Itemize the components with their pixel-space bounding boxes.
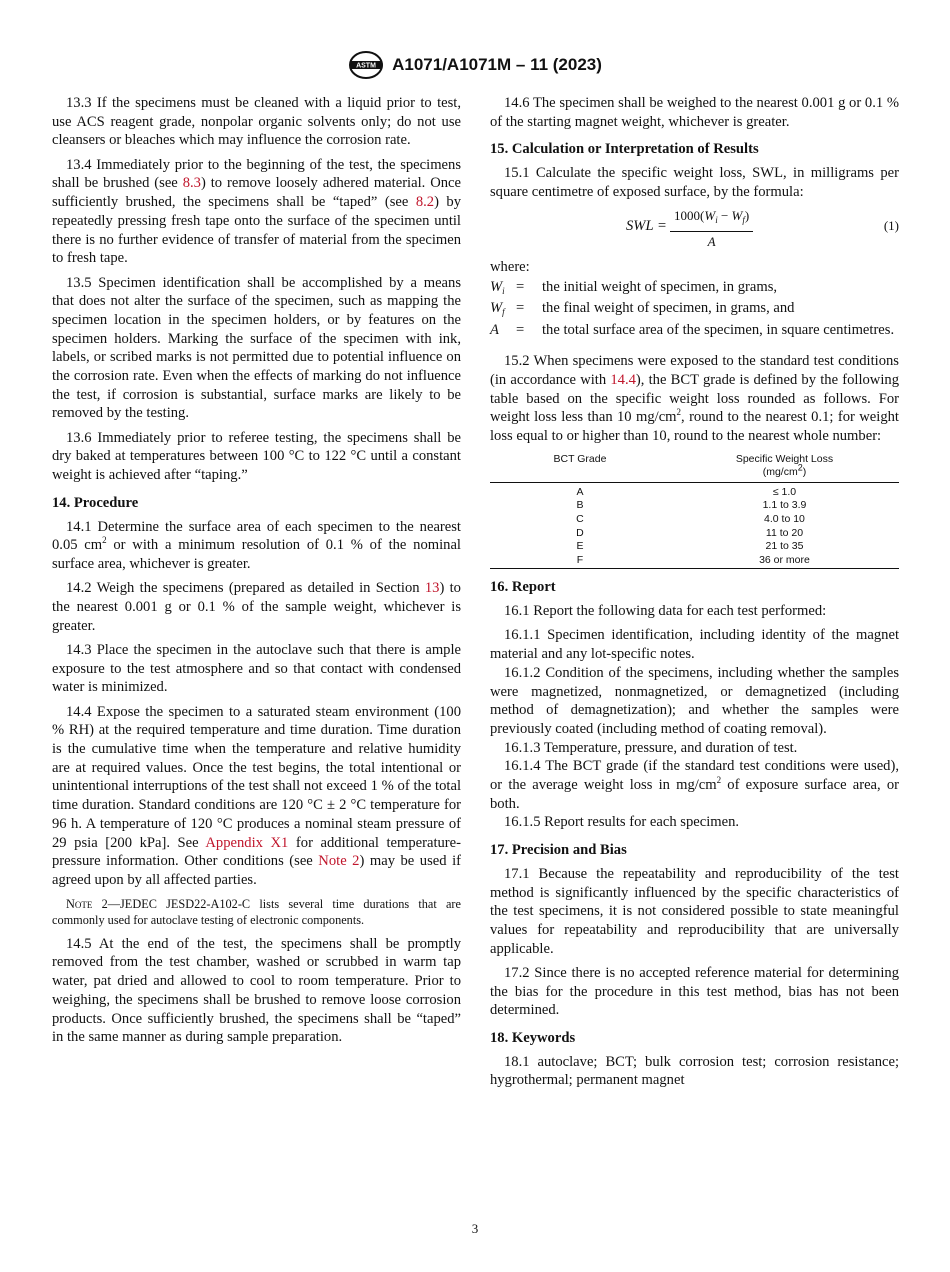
definition-row: A = the total surface area of the specimen, in square centimetres.	[490, 321, 895, 338]
para-16-1-2: 16.1.2 Condition of the specimens, including whether the samples were magnetized, nonmagnetized, or demagnetized (including method of demagnetization); and whether the samples were previously coated (including method of coating removal).	[490, 664, 899, 737]
para-13-3: 13.3 If the specimens must be cleaned with a liquid prior to test, use ACS reagent grade, nonpolar organic solvents only; do not use cleansers or bleaches which may influence the corrosion rate.	[52, 95, 461, 149]
para-13-6: 13.6 Immediately prior to referee testing, the specimens shall be dry baked at temperatures between 100 °C to 122 °C until a constant weight is achieved after “taping.”	[52, 429, 461, 484]
para-14-1: 14.1 Determine the surface area of each specimen to the nearest 0.05 $cm^2$ or with a minimum resolution of 0.1 % of the nominal surface area, whichever is greater.	[52, 518, 461, 572]
para-16-1: 16.1 Report the following data for each test performed:	[504, 603, 827, 620]
formula-lhs: SWL =	[626, 218, 667, 235]
page-header	[0, 50, 950, 85]
formula-numerator: $1000(W_i - W_f)$	[670, 207, 753, 232]
table-row: E 21 to 35	[576, 540, 804, 553]
para-14-4: 14.4 Expose the specimen to a saturated steam environment (100 % RH) at the required temperature and time duration. Time duration is the cumulative time when the temperature and relative humidity are at required values. Once the test begins, the total intentional or unintentional interruptions of the test shall not exceed 1 % of the total time duration. Standard conditions are 120 °C ± 2 °C temperature for 96 h. A temperature of 120 °C produces a nominal steam pressure of 29 psia [200 kPa]. See Appendix X1 for additional temperature-pressure information. Other conditions (see Note 2) may be used if agreed upon by all affected parties.	[52, 703, 461, 888]
para-14-5: 14.5 At the end of the test, the specimens shall be promptly removed from the test chamber, washed or scrubbed in warm tap water, pat dried and allowed to cool to room temperature. Prior to weighing, the specimens shall be brushed to remove loose corrosion products. Once sufficiently brushed, the specimens shall be “taped” in the same manner as during sample preparation.	[52, 935, 461, 1046]
formula-fraction	[670, 207, 753, 251]
ref-note-2-link[interactable]: Note 2	[318, 853, 360, 870]
table-row: C 4.0 to 10	[576, 513, 805, 526]
section-17-heading: 17. Precision and Bias	[490, 842, 627, 859]
ref-8-3-link[interactable]: 8.3	[182, 175, 201, 192]
equation-number: (1)	[883, 218, 899, 234]
formula-denominator: A	[707, 233, 716, 249]
para-14-2: 14.2 Weigh the specimens (prepared as detailed in Section 13) to the nearest 0.001 g or 0.1 % of the sample weight, whichever is greater.	[52, 580, 461, 634]
section-16-heading: 16. Report	[490, 579, 556, 596]
weight-loss-header: Specific Weight Loss $(mg/cm^2)$	[670, 453, 899, 483]
para-15-1: 15.1 Calculate the specific weight loss, SWL, in milligrams per square centimetre of exposed surface, by the formula:	[490, 165, 899, 200]
svg-text:ASTM: ASTM	[356, 62, 377, 70]
section-18-heading: 18. Keywords	[490, 1030, 576, 1047]
para-16-1-3: 16.1.3 Temperature, pressure, and duration of test.	[504, 739, 798, 756]
section-14-heading: 14. Procedure	[52, 494, 139, 511]
ref-8-2-link[interactable]: 8.2	[415, 194, 435, 211]
astm-logo-icon	[348, 50, 384, 80]
section-15-heading: 15. Calculation or Interpretation of Results	[490, 141, 759, 158]
table-row: A ≤ 1.0	[576, 485, 797, 498]
note-2: Note 2—JEDEC JESD22-A102-C lists several time durations that are commonly used for autoclave testing of electronic components.	[52, 896, 461, 927]
where-label: where:	[490, 259, 530, 276]
ref-14-4-link[interactable]: 14.4	[610, 372, 636, 389]
para-13-4: 13.4 Immediately prior to the beginning of the test, the specimens shall be brushed (see 8.3) to remove loosely adhered material. Once sufficiently brushed, the specimens shall be “taped” (see 8.2) by repeatedly pressing fresh tape onto the surface of the specimen until there is no further evidence of transfer of material from the specimen to fresh tape.	[52, 156, 462, 267]
para-17-2: 17.2 Since there is no accepted reference material for determining the bias for the procedure in this test method, bias has not been determined.	[490, 964, 899, 1019]
definition-row: $W_f$ = the final weight of specimen, in grams, and	[490, 300, 795, 318]
para-16-1-4: 16.1.4 The BCT grade (if the standard test conditions were used), or the average weight loss in $mg/cm^2$ of exposure surface area, or both.	[490, 758, 899, 812]
right-column	[490, 94, 899, 1096]
para-18-1: 18.1 autoclave; BCT; bulk corrosion test; corrosion resistance; hygrothermal; permanent magnet	[490, 1053, 899, 1089]
variable-definitions	[490, 279, 899, 344]
table-header-row	[490, 453, 899, 483]
bct-grade-table	[490, 453, 899, 570]
para-13-5: 13.5 Specimen identification shall be accomplished by a means that does not alter the surface of the specimen, such as mapping the specimen location in the specimen holders, or by features on the specimen holders. Marking the surface of the specimen with ink, labels, or scribed marks is not permitted due to potential influence on the corrosion rate. Even when the effects of marking do not influence the test, if corrosion is substantial, surface marks are likely to be removed by the testing.	[52, 274, 461, 422]
ref-section-13-link[interactable]: 13	[424, 580, 440, 597]
para-14-3: 14.3 Place the specimen in the autoclave such that there is ample exposure to the test atmosphere and so that contact with condensed water is minimized.	[52, 641, 461, 696]
page-number: 3	[471, 1221, 479, 1236]
table-row: F 36 or more	[490, 554, 899, 569]
para-14-6: 14.6 The specimen shall be weighed to the nearest 0.001 g or 0.1 % of the starting magnet weight, whichever is greater.	[490, 95, 899, 130]
ref-appendix-x1-link[interactable]: Appendix X1	[205, 834, 289, 851]
definition-row: $W_i$ = the initial weight of specimen, in grams,	[490, 278, 778, 296]
standard-designation: A1071/A1071M – 11 (2023)	[392, 55, 602, 74]
swl-formula	[490, 207, 899, 247]
para-17-1: 17.1 Because the repeatability and reproducibility of the test method is significantly influenced by the specific characteristics of the test specimens, it is not considered possible to state meaningful values for repeatability and reproducibility that are universally applicable.	[490, 865, 899, 957]
left-column	[52, 94, 461, 1053]
para-16-1-1: 16.1.1 Specimen identification, including identity of the magnet material and any lot-specific notes.	[490, 627, 899, 663]
para-15-2: 15.2 When specimens were exposed to the standard test conditions (in accordance with 14.4), the BCT grade is defined by the following table based on the specific weight loss rounded as follows. For weight loss less than 10 $mg/cm^2$, round to the nearest 0.1; for weight loss equal to or higher than 10, round to the nearest whole number:	[490, 353, 899, 445]
bct-grade-header: BCT Grade	[490, 453, 670, 483]
table-row: B 1.1 to 3.9	[576, 499, 807, 512]
para-16-1-5: 16.1.5 Report results for each specimen.	[504, 814, 740, 831]
table-row: D 11 to 20	[576, 526, 804, 539]
